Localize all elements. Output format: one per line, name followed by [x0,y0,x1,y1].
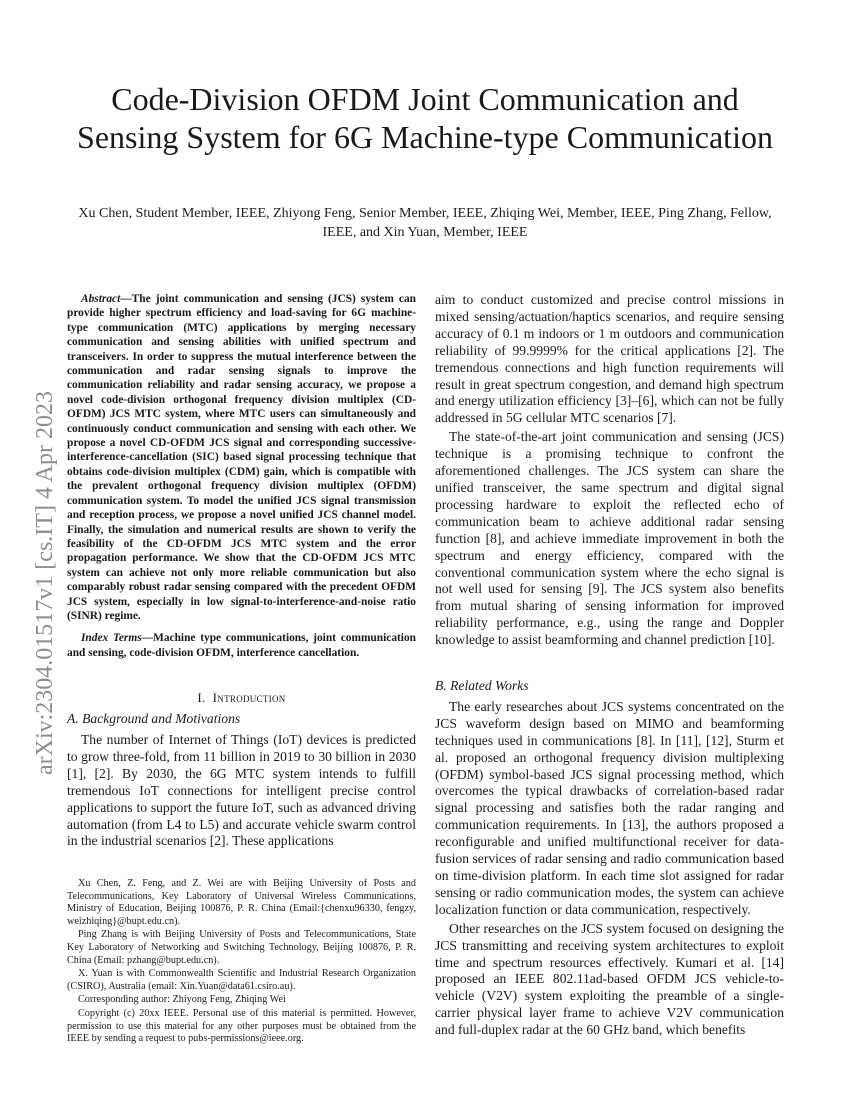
subsection-heading-related-works: B. Related Works [435,678,529,694]
abstract-lead: Abstract [81,293,121,305]
footnotes [67,878,416,1047]
index-terms [67,631,416,660]
footnote-affiliation-3: X. Yuan is with Commonwealth Scientific and Industrial Research Organization (CSIRO), Australia (email: Xin.Yuan@data61.csiro.au). [67,968,416,992]
subsection-heading-background: A. Background and Motivations [67,711,241,727]
right-column [435,292,784,1039]
paper-title: Code-Division OFDM Joint Communication and Sensing System for 6G Machine-type Communication [77,81,773,155]
arxiv-stamp: arXiv:2304.01517v1 [cs.IT] 4 Apr 2023 [32,391,58,775]
section-number: I. [197,690,206,706]
section-heading-introduction [67,690,416,707]
abstract-text: —The joint communication and sensing (JCS) system can provide higher spectrum efficiency and load-saving for 6G machine-type communication (MTC) applications by merging necessary communication and sensing abilities with unified spectrum and transceivers. In order to suppress the mutual interference between the communication and radar sensing signals to improve the communication reliability and radar sensing accuracy, we propose a novel code-division orthogonal frequency division multiplex (CD-OFDM) JCS MTC system, where MTC users can simultaneously and continuously conduct communication and sensing with each other. We propose a novel CD-OFDM JCS signal and corresponding successive-interference-cancellation (SIC) based signal processing technique that obtains code-division multiplex (CDM) gain, which is compatible with the prevalent orthogonal frequency division multiplex (OFDM) communication system. To model the unified JCS signal transmission and reception process, we propose a novel unified JCS channel model. Finally, the simulation and numerical results are shown to verify the feasibility of the CD-OFDM JCS MTC system and the error propagation performance. We show that the CD-OFDM JCS MTC system can achieve not only more reliable communication but also comparably robust radar sensing compared with the precedent OFDM JCS system, especially in low signal-to-interference-and-noise ratio (SINR) regime. [67,293,416,622]
index-terms-lead: Index Terms [81,632,142,645]
left-column [67,292,416,850]
paragraph-intro-1: The number of Internet of Things (IoT) devices is predicted to grow three-fold, from 11 billion in 2019 to 30 billion in 2030 [1], [2]. By 2030, the 6G MTC system intends to fulfill tremendous IoT connections for intelligent precise control applications to support the future IoT, such as advanced driving automation (from L4 to L5) and accurate vehicle swarm control in the industrial scenarios [2]. These applications [67,731,416,849]
footnote-copyright: Copyright (c) 20xx IEEE. Personal use of this material is permitted. However, permission to use this material for any other purposes must be obtained from the IEEE by sending a request to pubs-permissions@ieee.org. [67,1007,416,1045]
section-title: Introduction [212,690,286,706]
spacer [435,649,784,675]
paragraph-intro-2: aim to conduct customized and precise control missions in mixed sensing/actuation/haptics scenarios, and require sensing accuracy of 0.1 m indoors or 1 m outdoors and communication reliability of 99.9999% for the critical applications [2]. The tremendous connections and high function requirements will result in great spectrum congestion, and demand high spectrum and energy utilization efficiency [3]–[6], which can not be fully addressed in 5G cellular MTC scenarios [7]. [435,292,784,426]
footnote-affiliation-1: Xu Chen, Z. Feng, and Z. Wei are with Beijing University of Posts and Telecommunications, Key Laboratory of Universal Wireless Communications, Ministry of Education, Beijing 100876, P. R. China (Email:{chenxu96330, fengzy, weizhiqing}@bupt.edu.cn). [67,878,416,927]
paragraph-related-1: The early researches about JCS systems concentrated on the JCS waveform design based on MIMO and beamforming techniques used in communications [8]. In [11], [12], Sturm et al. proposed an orthogonal frequency division multiplexing (OFDM) symbol-based JCS signal processing method, which overcomes the typical drawbacks of correlation-based radar signal processing and satisfies both the radar ranging and communication requirements. In [13], the authors proposed a reconfigurable and unified multifunctional receiver for data-fusion services of radar sensing and radio communication based on time-division platform. In each time slot assigned for radar sensing or radio communication modes, the system can achieve localization function or data communication, respectively. [435,698,784,917]
author-list: Xu Chen, Student Member, IEEE, Zhiyong Feng, Senior Member, IEEE, Zhiqing Wei, Member, IEEE, Ping Zhang, Fellow, IEEE, and Xin Yuan, Member, IEEE [78,206,772,240]
footnote-corresponding-author: Corresponding author: Zhiyong Feng, Zhiqing Wei [78,994,286,1006]
abstract [67,292,416,623]
paragraph-related-2: Other researches on the JCS system focused on designing the JCS transmitting and receiving system architectures to exploit time and spectrum resources effectively. Kumari et al. [14] proposed an IEEE 802.11ad-based OFDM JCS vehicle-to-vehicle (V2V) system exploiting the preamble of a single-carrier physical layer frame to achieve V2V communication and full-duplex radar at the 60 GHz band, which benefits [435,920,784,1038]
index-terms-text: —Machine type communications, joint communication and sensing, code-division OFDM, interference cancellation. [67,632,417,659]
footnote-affiliation-2: Ping Zhang is with Beijing University of Posts and Telecommunications, State Key Laboratory of Networking and Switching Technology, Beijing 100876, P. R. China (Email: pzhang@bupt.edu.cn). [67,929,416,966]
paragraph-intro-3: The state-of-the-art joint communication and sensing (JCS) technique is a promising technique to confront the aforementioned challenges. The JCS system can share the unified transceiver, the same spectrum and digital signal processing hardware to exploit the reflected echo of communication beam to achieve additional radar sensing function [8], and achieve immediate improvement in both the spectrum and energy efficiency, compared with the conventional communication system where the echo signal is not well used for sensing [9]. The JCS system also benefits from mutual sharing of sensing information for improved reliability performance, e.g., using the range and Doppler knowledge to assist beamforming and channel prediction [10]. [435,429,784,648]
